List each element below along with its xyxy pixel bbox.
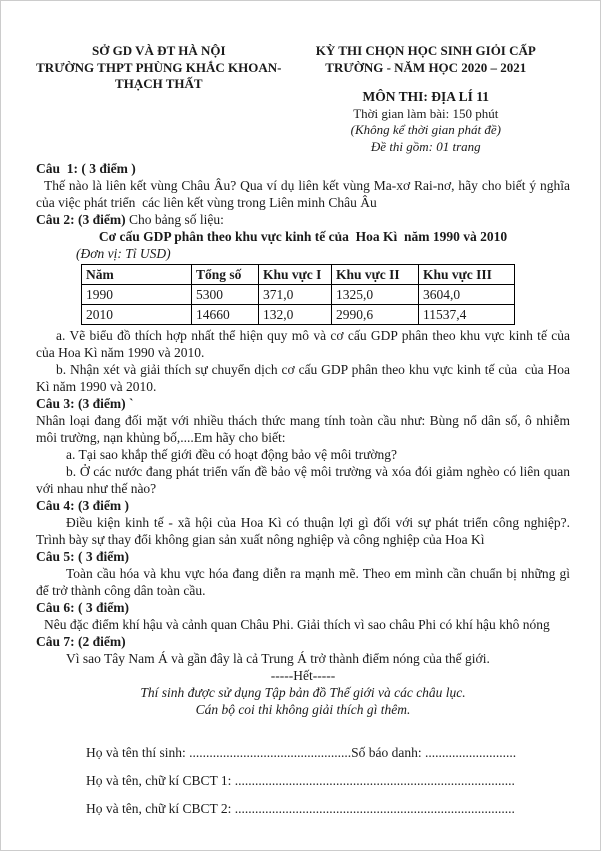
department-name: SỞ GD VÀ ĐT HÀ NỘI — [92, 43, 226, 58]
signature-line-candidate: Họ và tên thí sinh: ................................................Số báo danh: ........................... — [86, 745, 517, 760]
question-3-label: Câu 3: (3 điểm) ` — [36, 396, 134, 411]
question-5-text: Toàn cầu hóa và khu vực hóa đang diễn ra mạnh mẽ. Theo em mình cần chuẩn bị những gì để trở thành công dân toàn cầu. — [36, 566, 574, 598]
table-cell: 14660 — [192, 305, 259, 325]
page-count-line: Đề thi gồm: 01 trang — [370, 138, 481, 154]
table-cell: 2010 — [82, 305, 192, 325]
question-5-label: Câu 5: ( 3 điểm) — [36, 549, 129, 564]
table-title: Cơ cấu GDP phân theo khu vực kinh tế của Hoa Kì năm 1990 và 2010 — [98, 229, 508, 244]
table-cell: 3604,0 — [419, 285, 515, 305]
school-name-line2: THẠCH THẤT — [115, 76, 203, 91]
table-header-year: Năm — [82, 265, 192, 285]
table-header-row — [82, 265, 515, 285]
question-6-text: Nêu đặc điểm khí hậu và cảnh quan Châu Phi. Giải thích vì sao châu Phi có khí hậu khô nóng — [44, 617, 550, 632]
table-cell: 1990 — [82, 285, 192, 305]
exam-header — [36, 43, 570, 155]
duration-line: Thời gian làm bài: 150 phút — [353, 105, 499, 121]
question-3-text: Nhân loại đang đối mặt với nhiều thách thức mang tính toàn cầu như: Bùng nổ dân số, ô nhiễm môi trường, nạn khủng bố,....Em hãy cho biết: — [36, 413, 574, 445]
question-4-label: Câu 4: (3 điểm ) — [36, 498, 129, 513]
question-1-label: Câu 1: ( 3 điểm ) — [36, 161, 136, 176]
question-2a-text: a. Vẽ biểu đồ thích hợp nhất thể hiện quy mô và cơ cấu GDP phân theo khu vực kinh tế của của Hoa Kì năm 1990 và 2010. — [36, 328, 574, 360]
table-header-total: Tổng số — [192, 265, 259, 285]
question-1-text: Thế nào là liên kết vùng Châu Âu? Qua ví dụ liên kết vùng Ma-xơ Rai-nơ, hãy cho biết ý nghĩa của việc phát triển các liên kết vùng trong Liên minh Châu Âu — [36, 178, 574, 210]
subject-line: MÔN THI: ĐỊA LÍ 11 — [362, 89, 490, 104]
footer-note-atlas: Thí sinh được sử dụng Tập bản đồ Thế giới và các châu lục. — [140, 685, 466, 700]
question-3a-text: a. Tại sao khắp thế giới đều có hoạt động bảo vệ môi trường? — [66, 447, 398, 462]
question-7-text: Vì sao Tây Nam Á và gần đây là cả Trung Á trở thành điểm nóng của thế giới. — [66, 651, 490, 666]
table-unit: (Đơn vị: Tỉ USD) — [76, 246, 171, 261]
footer-note-proctor: Cán bộ coi thi không giải thích gì thêm. — [195, 702, 411, 717]
question-2-heading — [36, 211, 570, 228]
table-row-2010 — [82, 305, 515, 325]
question-2b-text: b. Nhận xét và giải thích sự chuyển dịch cơ cấu GDP phân theo khu vực kinh tế của của Hoa Kì năm 1990 và 2010. — [36, 362, 574, 394]
question-2-intro: Cho bảng số liệu: — [125, 212, 224, 227]
table-cell: 2990,6 — [332, 305, 419, 325]
exam-title-block — [282, 43, 570, 155]
time-note-line: (Không kể thời gian phát đề) — [350, 122, 501, 137]
table-cell: 132,0 — [259, 305, 332, 325]
table-cell: 1325,0 — [332, 285, 419, 305]
signature-line-proctor2: Họ và tên, chữ kí CBCT 2: ................................................................................... — [86, 801, 515, 816]
school-name-line1: TRƯỜNG THPT PHÙNG KHẮC KHOAN- — [36, 59, 282, 75]
exam-title-line1: KỲ THI CHỌN HỌC SINH GIỎI CẤP — [315, 43, 536, 58]
exam-body — [36, 160, 574, 817]
exam-title-line2: TRƯỜNG - NĂM HỌC 2020 – 2021 — [325, 59, 527, 75]
signature-line-proctor1: Họ và tên, chữ kí CBCT 1: ................................................................................... — [86, 773, 515, 788]
gdp-table — [81, 264, 515, 325]
question-3b-text: b. Ở các nước đang phát triển vấn đề bảo vệ môi trường và xóa đói giảm nghèo có liên quan với nhau như thế nào? — [36, 464, 574, 496]
issuing-authority-block — [36, 43, 282, 155]
question-4-text: Điều kiện kinh tế - xã hội của Hoa Kì có thuận lợi gì đối với sự phát triển công nghiệp?. Trình bày sự thay đổi không gian sản xuất nông nghiệp và công nghiệp của Hoa Kì — [36, 515, 574, 547]
question-7-label: Câu 7: (2 điểm) — [36, 634, 126, 649]
table-cell: 371,0 — [259, 285, 332, 305]
question-2-label: Câu 2: (3 điểm) — [36, 212, 126, 227]
table-cell: 11537,4 — [419, 305, 515, 325]
question-6-label: Câu 6: ( 3 điểm) — [36, 600, 129, 615]
end-divider: -----Hết----- — [270, 668, 336, 683]
table-cell: 5300 — [192, 285, 259, 305]
table-header-sector2: Khu vực II — [332, 265, 419, 285]
table-header-sector3: Khu vực III — [419, 265, 515, 285]
table-header-sector1: Khu vực I — [259, 265, 332, 285]
table-row-1990 — [82, 285, 515, 305]
